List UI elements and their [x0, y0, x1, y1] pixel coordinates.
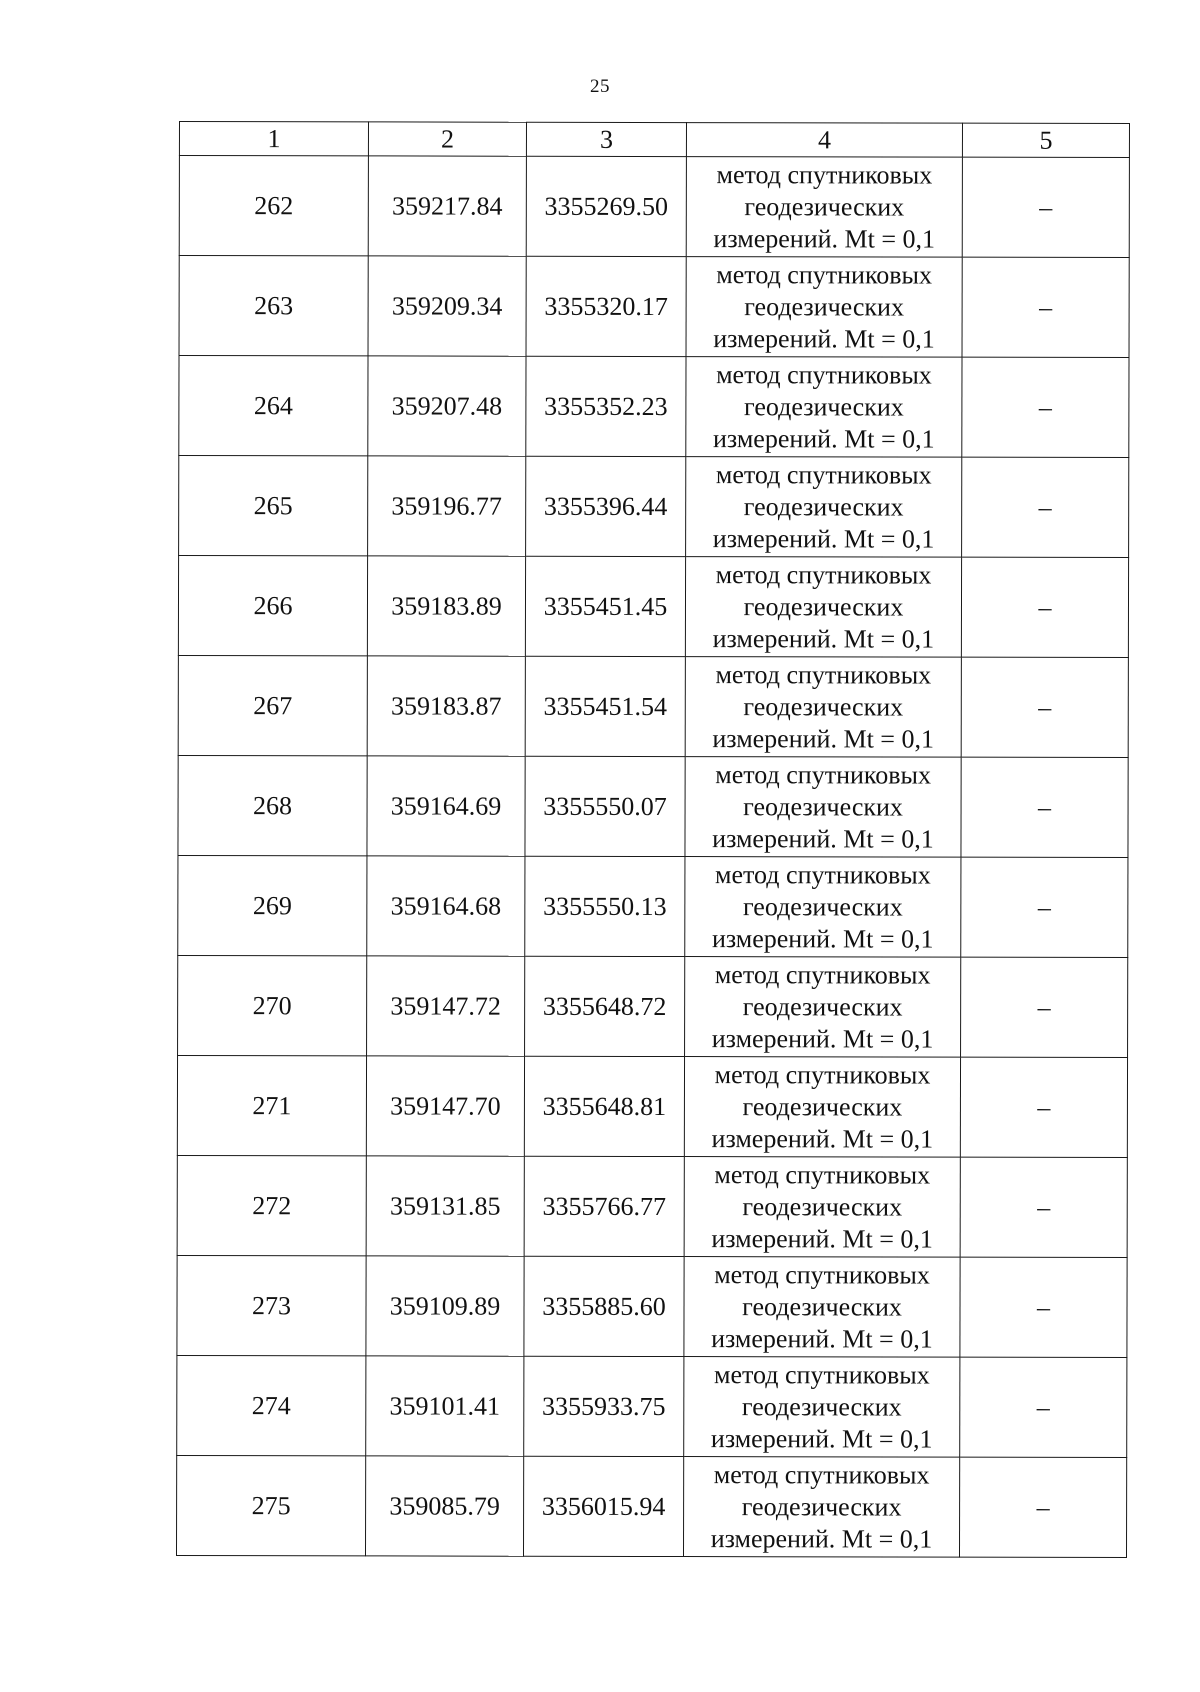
method-line: метод спутниковых: [715, 759, 932, 790]
method-line: измерений. Mt = 0,1: [711, 1323, 933, 1354]
table-row: [178, 955, 1128, 1057]
x-coordinate-cell: 359217.84: [368, 156, 526, 256]
method-cell: [684, 1357, 960, 1458]
x-coordinate-cell: 359164.69: [367, 756, 525, 856]
column-header: 3: [526, 122, 686, 156]
method-line: метод спутниковых: [713, 1359, 930, 1390]
method-line: геодезических: [744, 291, 905, 322]
method-line: геодезических: [743, 591, 904, 622]
point-number-cell: 273: [177, 1255, 366, 1355]
note-cell: –: [961, 557, 1128, 657]
method-line: метод спутниковых: [714, 1259, 930, 1290]
x-coordinate-cell: 359147.70: [366, 1056, 524, 1156]
method-cell: [685, 657, 961, 758]
note-cell: –: [961, 957, 1128, 1057]
point-number-cell: 271: [177, 1055, 366, 1155]
method-line: геодезических: [744, 191, 905, 222]
note-cell: –: [960, 1357, 1127, 1457]
table-row: [177, 1155, 1127, 1257]
table-row: [179, 156, 1129, 258]
column-header: 2: [368, 122, 526, 156]
y-coordinate-cell: 3355648.72: [525, 956, 685, 1056]
method-cell: [685, 557, 961, 658]
method-cell: [686, 357, 962, 458]
method-line: метод спутниковых: [715, 859, 931, 890]
table-row: [177, 1055, 1127, 1157]
note-cell: –: [961, 657, 1128, 757]
method-line: геодезических: [743, 491, 904, 522]
x-coordinate-cell: 359101.41: [366, 1356, 524, 1456]
method-cell: [686, 257, 962, 358]
method-line: метод спутниковых: [714, 1159, 931, 1190]
method-line: измерений. Mt = 0,1: [711, 1023, 934, 1054]
method-cell: [684, 1257, 960, 1358]
coordinates-table: [176, 121, 1130, 1558]
point-number-cell: 275: [176, 1455, 365, 1555]
method-line: измерений. Mt = 0,1: [710, 1423, 933, 1454]
method-line: метод спутниковых: [713, 1459, 930, 1490]
method-cell: [683, 1457, 959, 1558]
method-line: измерений. Mt = 0,1: [711, 1123, 934, 1154]
point-number-cell: 267: [178, 655, 367, 755]
point-number-cell: 268: [178, 755, 367, 855]
method-line: метод спутниковых: [716, 359, 932, 390]
table-row: [179, 356, 1129, 458]
page-number: 25: [590, 76, 610, 97]
method-line: геодезических: [741, 1391, 902, 1422]
x-coordinate-cell: 359131.85: [366, 1156, 524, 1256]
table-row: [177, 1355, 1127, 1457]
method-line: геодезических: [743, 391, 904, 422]
method-line: метод спутниковых: [714, 959, 931, 990]
x-coordinate-cell: 359183.89: [367, 556, 525, 656]
method-line: геодезических: [741, 1491, 902, 1522]
method-line: геодезических: [742, 891, 903, 922]
x-coordinate-cell: 359109.89: [366, 1256, 524, 1356]
x-coordinate-cell: 359207.48: [368, 356, 526, 456]
method-cell: [686, 157, 962, 258]
method-line: геодезических: [742, 1191, 903, 1222]
note-cell: –: [960, 1157, 1127, 1257]
x-coordinate-cell: 359147.72: [367, 956, 525, 1056]
method-line: геодезических: [742, 1291, 902, 1322]
method-line: измерений. Mt = 0,1: [712, 423, 935, 454]
table-row: [178, 855, 1128, 957]
method-cell: [686, 457, 962, 558]
note-cell: –: [962, 357, 1129, 457]
note-cell: –: [960, 1057, 1127, 1157]
table-row: [177, 1255, 1127, 1357]
method-line: геодезических: [743, 791, 903, 822]
method-line: геодезических: [743, 691, 904, 722]
x-coordinate-cell: 359183.87: [367, 656, 525, 756]
table-row: [178, 655, 1128, 757]
method-line: метод спутниковых: [715, 459, 932, 490]
method-line: измерений. Mt = 0,1: [712, 623, 935, 654]
table-row: [179, 456, 1129, 558]
method-line: метод спутниковых: [716, 259, 933, 290]
y-coordinate-cell: 3355933.75: [524, 1356, 684, 1456]
x-coordinate-cell: 359164.68: [367, 856, 525, 956]
method-line: геодезических: [742, 1091, 903, 1122]
y-coordinate-cell: 3355550.13: [525, 856, 685, 956]
column-header: 5: [962, 123, 1129, 157]
note-cell: –: [961, 757, 1128, 857]
method-line: измерений. Mt = 0,1: [713, 323, 935, 354]
x-coordinate-cell: 359085.79: [365, 1456, 523, 1556]
method-cell: [685, 757, 961, 858]
note-cell: –: [959, 1457, 1126, 1557]
y-coordinate-cell: 3355648.81: [524, 1056, 684, 1156]
point-number-cell: 269: [178, 855, 367, 955]
method-line: метод спутниковых: [715, 659, 932, 690]
note-cell: –: [962, 157, 1129, 257]
column-header: 1: [179, 122, 368, 156]
y-coordinate-cell: 3355269.50: [526, 156, 686, 256]
y-coordinate-cell: 3355451.54: [525, 656, 685, 756]
point-number-cell: 266: [178, 556, 367, 656]
method-cell: [684, 1157, 960, 1258]
method-cell: [685, 857, 961, 958]
point-number-cell: 263: [179, 256, 368, 356]
note-cell: –: [962, 457, 1129, 557]
table-row: [178, 556, 1128, 658]
table-row: [178, 755, 1128, 857]
table-row: [179, 256, 1129, 358]
y-coordinate-cell: 3355885.60: [524, 1256, 684, 1356]
point-number-cell: 270: [178, 955, 367, 1055]
point-number-cell: 274: [177, 1355, 366, 1455]
method-line: измерений. Mt = 0,1: [711, 923, 934, 954]
method-line: метод спутниковых: [716, 159, 933, 190]
y-coordinate-cell: 3355550.07: [525, 756, 685, 856]
method-line: измерений. Mt = 0,1: [710, 1523, 933, 1554]
method-line: измерений. Mt = 0,1: [713, 223, 936, 254]
method-line: измерений. Mt = 0,1: [712, 523, 935, 554]
table-body: [176, 122, 1129, 1558]
y-coordinate-cell: 3355766.77: [524, 1156, 684, 1256]
point-number-cell: 265: [179, 456, 368, 556]
table-row: [176, 1455, 1126, 1557]
note-cell: –: [960, 1257, 1127, 1357]
y-coordinate-cell: 3355396.44: [526, 456, 686, 556]
note-cell: –: [961, 857, 1128, 957]
method-line: метод спутниковых: [715, 559, 932, 590]
y-coordinate-cell: 3355451.45: [525, 556, 685, 656]
method-line: геодезических: [742, 991, 903, 1022]
point-number-cell: 272: [177, 1155, 366, 1255]
y-coordinate-cell: 3356015.94: [523, 1456, 683, 1556]
x-coordinate-cell: 359209.34: [368, 256, 526, 356]
method-line: измерений. Mt = 0,1: [712, 723, 935, 754]
y-coordinate-cell: 3355352.23: [526, 356, 686, 456]
column-header: 4: [686, 123, 962, 158]
method-line: измерений. Mt = 0,1: [712, 823, 934, 854]
method-line: метод спутниковых: [714, 1059, 931, 1090]
note-cell: –: [962, 257, 1129, 357]
y-coordinate-cell: 3355320.17: [526, 256, 686, 356]
header-row: [179, 122, 1129, 158]
x-coordinate-cell: 359196.77: [368, 456, 526, 556]
method-line: измерений. Mt = 0,1: [711, 1223, 933, 1254]
point-number-cell: 264: [179, 356, 368, 456]
method-cell: [685, 957, 961, 1058]
method-cell: [684, 1057, 960, 1158]
point-number-cell: 262: [179, 156, 368, 256]
